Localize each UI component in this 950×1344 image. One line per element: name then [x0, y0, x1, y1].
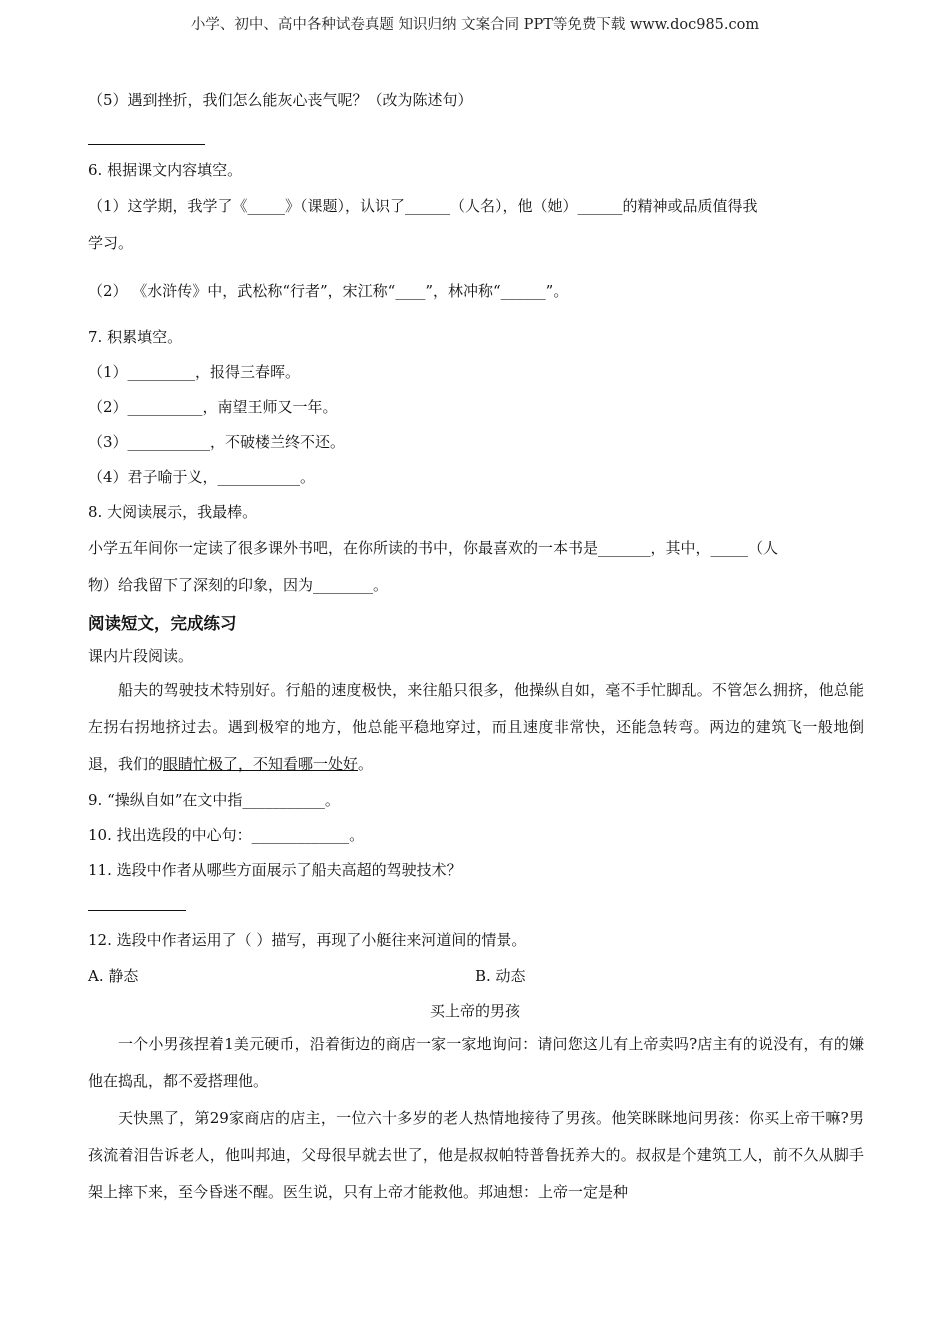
page-header: 小学、初中、高中各种试卷真题 知识归纳 文案合同 PPT等免费下载 www.doc985.com: [190, 17, 760, 33]
q6-part2: （2） 《水浒传》中，武松称“行者”，宋江称“____”，林冲称“______”。: [88, 282, 569, 300]
q8-title: 8. 大阅读展示，我最棒。: [88, 503, 258, 521]
story-title: 买上帝的男孩: [429, 1002, 520, 1020]
q10: 10. 找出选段的中心句：_____________。: [88, 826, 365, 844]
q8-line1: 小学五年间你一定读了很多课外书吧，在你所读的书中，你最喜欢的一本书是_______，其中，_____（人: [88, 539, 779, 557]
answer-line-q11: [88, 910, 186, 911]
section-title: 阅读短文，完成练习: [88, 614, 237, 633]
q5-part5: （5）遇到挫折，我们怎么能灰心丧气呢？（改为陈述句）: [88, 91, 473, 109]
q7-title: 7. 积累填空。: [88, 328, 183, 346]
reading-passage: [88, 672, 864, 783]
answer-line-q5: [88, 144, 205, 145]
q7-item: （3）___________，不破楼兰终不还。: [88, 433, 346, 451]
q12-option-b[interactable]: B. 动态: [475, 967, 526, 985]
q11: 11. 选段中作者从哪些方面展示了船夫高超的驾驶技术？: [88, 861, 462, 879]
passage-text: 船夫的驾驶技术特别好。行船的速度极快，来往船只很多，他操纵自如，毫不手忙脚乱。不管怎么拥挤，他总能左拐右拐地挤过去。遇到极窄的地方，他总能平稳地穿过，而且速度非常快，还能急转弯。两边的建筑飞一般地倒退，我们的: [88, 681, 864, 773]
q6-part1-line2: 学习。: [88, 234, 134, 252]
q7-item: （2）__________，南望王师又一年。: [88, 398, 338, 416]
story-paragraph: 一个小男孩捏着1美元硬币，沿着街边的商店一家一家地询问：请问您这儿有上帝卖吗?店主有的说没有，有的嫌他在捣乱，都不爱搭理他。: [88, 1035, 864, 1090]
q12-stem: 12. 选段中作者运用了（ ）描写，再现了小艇往来河道间的情景。: [88, 931, 527, 949]
q6-part1-line1: （1）这学期，我学了《_____》（课题），认识了______（人名），他（她）______的精神或品质值得我: [88, 197, 758, 215]
q8-line2: 物）给我留下了深刻的印象，因为________。: [88, 576, 389, 594]
q9: 9. “操纵自如”在文中指___________。: [88, 791, 340, 809]
q12-option-a[interactable]: A. 静态: [88, 967, 139, 985]
q7-item: （4）君子喻于义，___________。: [88, 468, 316, 486]
section-subtitle: 课内片段阅读。: [88, 647, 194, 665]
story-paragraph: 天快黑了，第29家商店的店主，一位六十多岁的老人热情地接待了男孩。他笑眯眯地问男孩：你买上帝干嘛?男孩流着泪告诉老人，他叫邦迪，父母很早就去世了，他是叔叔帕特普鲁抚养大的。叔叔是个建筑工人，前不久从脚手架上摔下来，至今昏迷不醒。医生说，只有上帝才能救他。邦迪想：上帝一定是种: [88, 1109, 864, 1201]
passage-underlined-text: 眼睛忙极了，不知看哪一处好: [163, 755, 359, 773]
q6-title: 6. 根据课文内容填空。: [88, 161, 243, 179]
passage-text-end: 。: [358, 755, 374, 773]
q7-item: （1）_________，报得三春晖。: [88, 363, 301, 381]
